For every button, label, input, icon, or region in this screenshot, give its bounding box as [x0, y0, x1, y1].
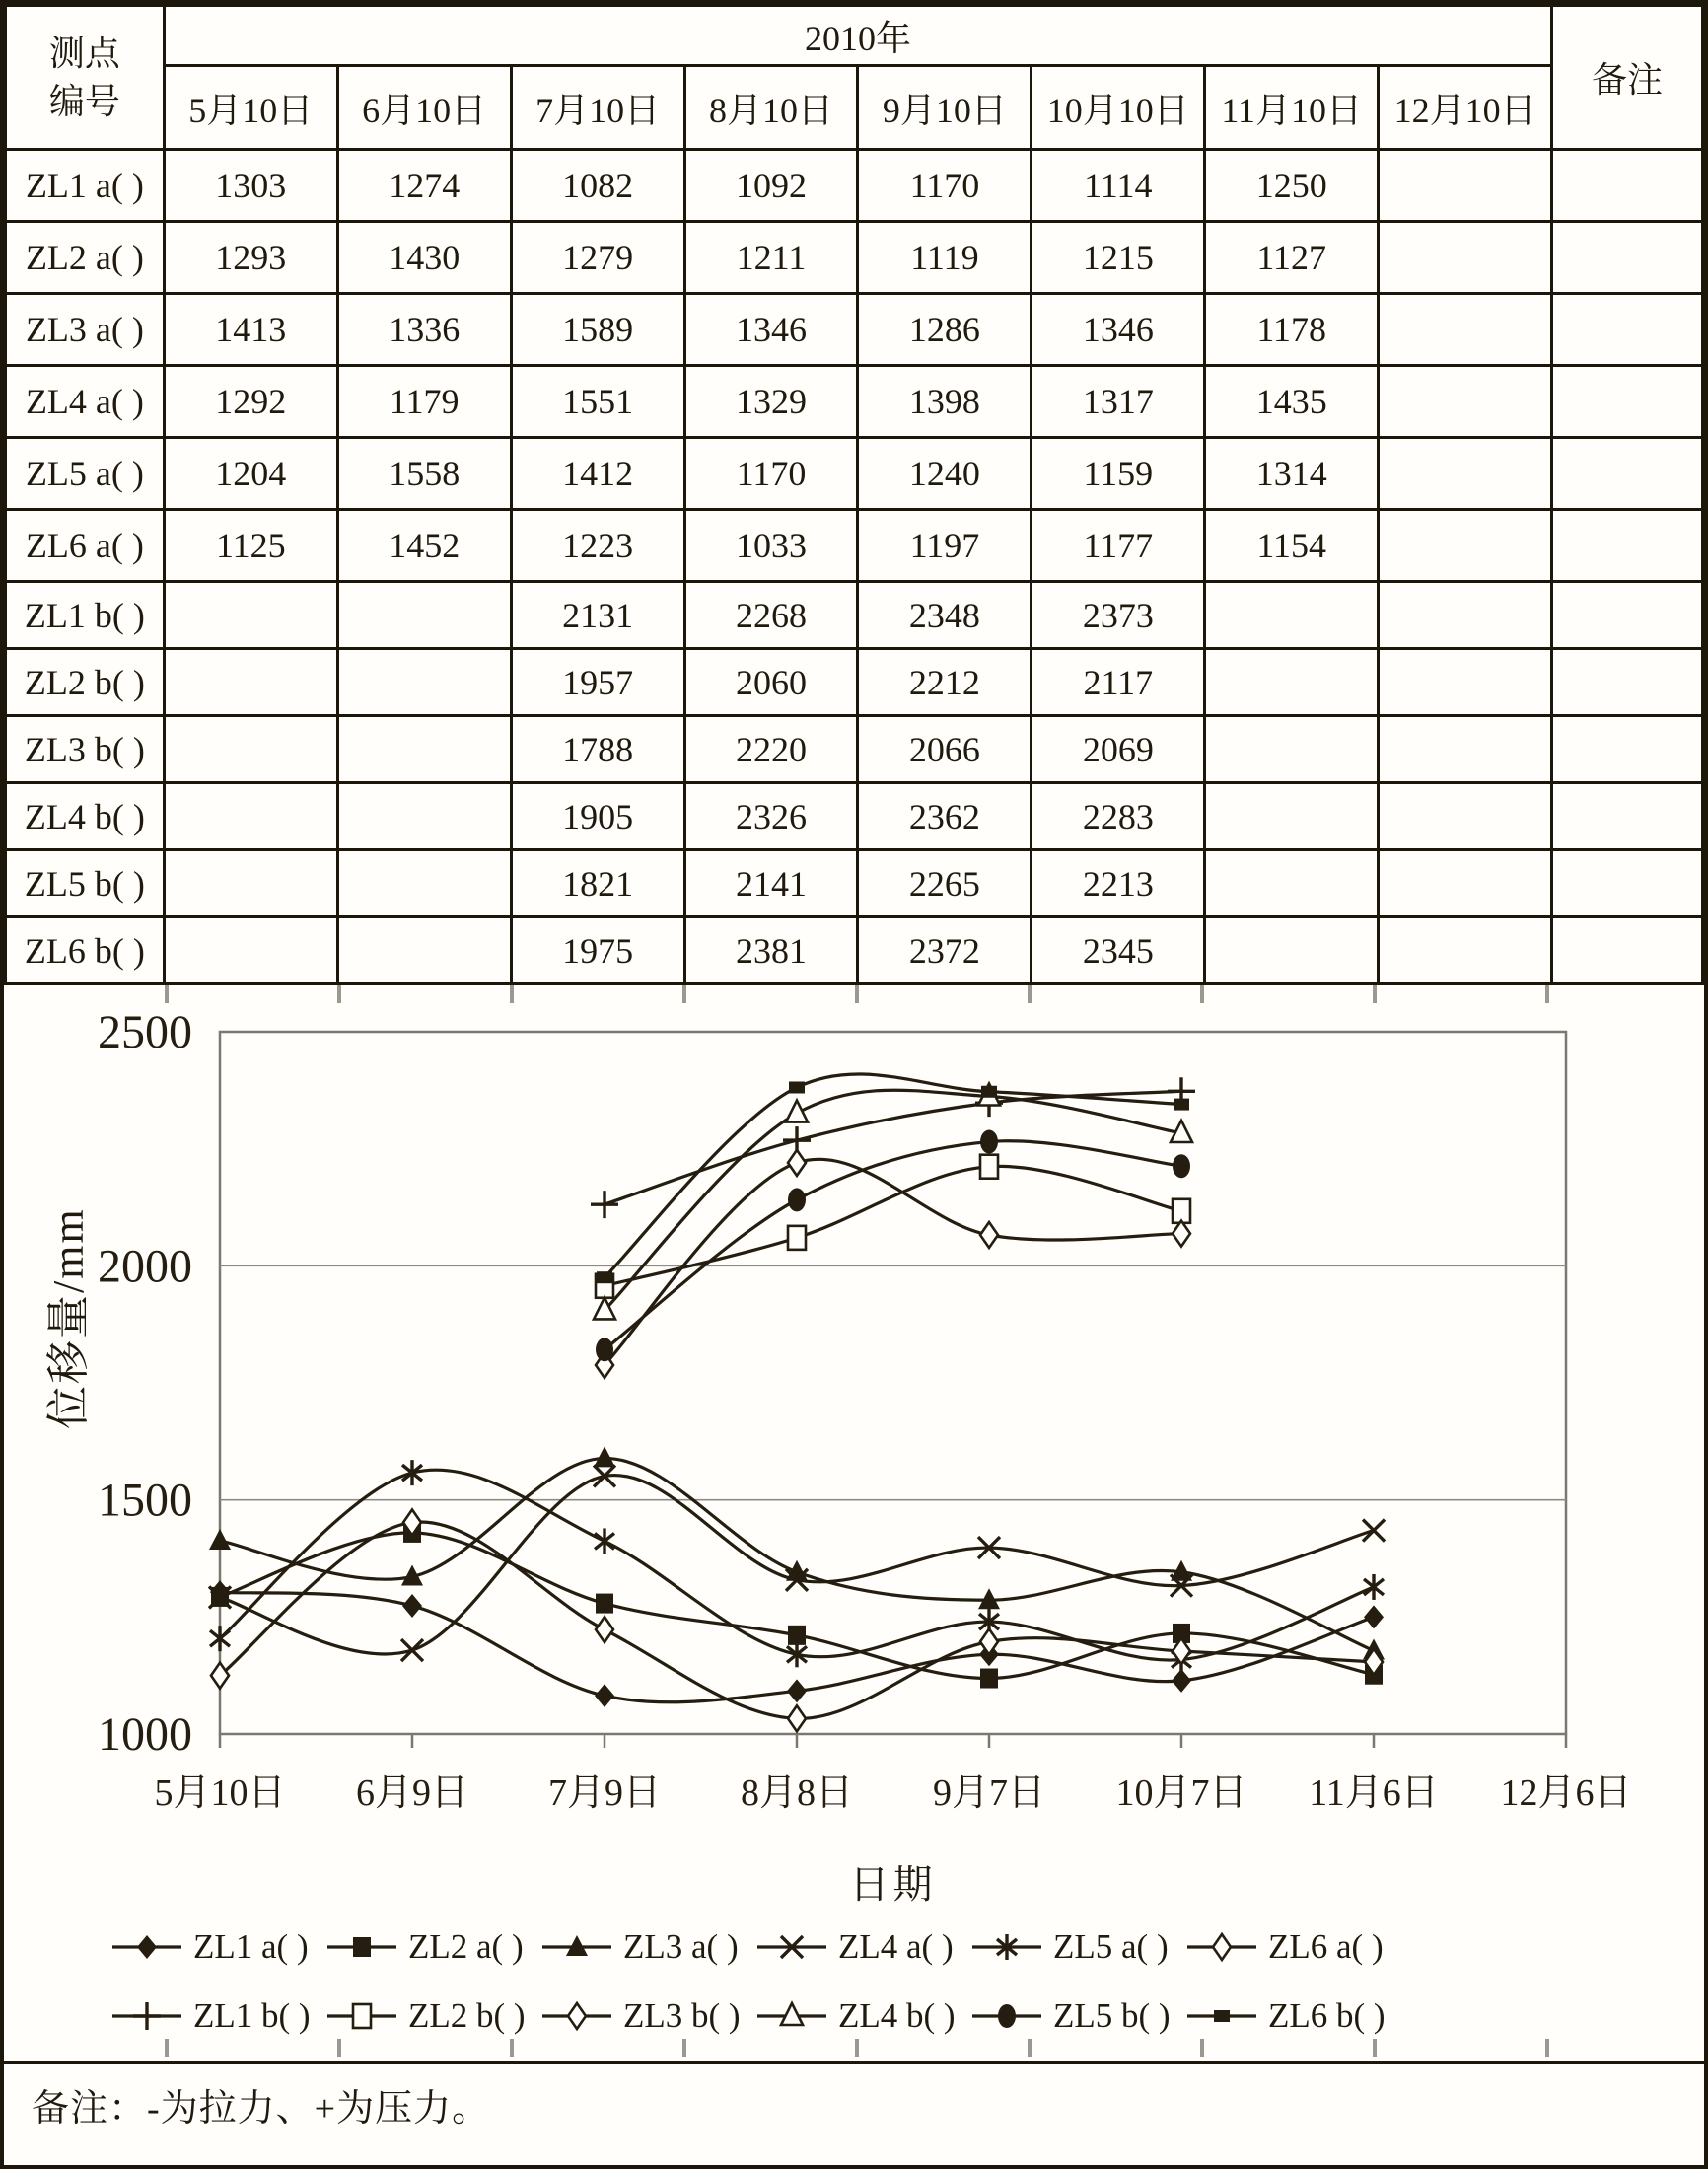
value-cell: [337, 582, 511, 649]
triangle-filled-marker: [209, 1529, 231, 1550]
point-id-cell: ZL2 b( ): [6, 649, 165, 716]
square-open-marker: [353, 2004, 371, 2028]
value-cell: 2268: [684, 582, 858, 649]
value-cell: 1215: [1032, 222, 1205, 294]
series-line-ZL3a(): [220, 1458, 1374, 1650]
value-cell: 1250: [1205, 150, 1379, 222]
value-cell: 1179: [337, 366, 511, 438]
column-boundary-tick: [165, 985, 169, 1003]
value-cell: 2220: [684, 716, 858, 783]
diamond-open-marker: [596, 1617, 613, 1642]
value-cell: [1205, 917, 1379, 984]
value-cell: [1379, 917, 1552, 984]
value-cell: [1379, 510, 1552, 582]
value-cell: 2326: [684, 783, 858, 850]
table-row: [6, 222, 1703, 294]
value-cell: 2069: [1032, 716, 1205, 783]
square-filled-marker: [596, 1594, 613, 1614]
diamond-filled-marker: [787, 1679, 807, 1702]
value-cell: [1205, 850, 1379, 917]
value-cell: 1346: [684, 294, 858, 366]
remark-cell: [1552, 917, 1703, 984]
circle-filled-marker: [998, 2004, 1016, 2028]
date-column-header: 6月10日: [337, 66, 511, 150]
remark-cell: [1552, 294, 1703, 366]
footnote-row: [4, 2064, 1704, 2144]
value-cell: 1177: [1032, 510, 1205, 582]
value-cell: 2373: [1032, 582, 1205, 649]
value-cell: 1178: [1205, 294, 1379, 366]
point-id-cell: ZL5 a( ): [6, 438, 165, 510]
value-cell: 2212: [858, 649, 1032, 716]
point-id-cell: ZL6 b( ): [6, 917, 165, 984]
value-cell: [1379, 716, 1552, 783]
value-cell: 1114: [1032, 150, 1205, 222]
plot-area-border: [220, 1032, 1566, 1734]
diamond-open-marker: [211, 1663, 229, 1689]
value-cell: 1119: [858, 222, 1032, 294]
table-row: [6, 716, 1703, 783]
legend-marker: [1185, 1931, 1258, 1963]
value-cell: 2060: [684, 649, 858, 716]
column-boundary-tick: [165, 2039, 169, 2057]
legend-item: [1185, 1927, 1400, 1967]
value-cell: 1279: [511, 222, 684, 294]
value-cell: 1314: [1205, 438, 1379, 510]
x-tick-label: 6月9日: [355, 1772, 469, 1814]
legend-label: ZL6 b( ): [1268, 1996, 1386, 2035]
dash-filled-marker: [981, 1086, 997, 1098]
value-cell: 1204: [164, 438, 337, 510]
dash-filled-marker: [597, 1271, 612, 1283]
column-boundary-tick: [682, 985, 686, 1003]
legend-marker: [970, 2000, 1043, 2032]
table-row: [6, 649, 1703, 716]
column-boundary-tick: [1200, 985, 1204, 1003]
legend-marker: [110, 1931, 183, 1963]
value-cell: 2213: [1032, 850, 1205, 917]
value-cell: 2265: [858, 850, 1032, 917]
legend-item: [540, 1927, 755, 1967]
legend-marker: [325, 2000, 398, 2032]
value-cell: [164, 716, 337, 783]
left-edge-tick-marks: [4, 1025, 34, 2055]
point-id-cell: ZL2 a( ): [6, 222, 165, 294]
dash-filled-marker: [1174, 1099, 1189, 1111]
value-cell: [164, 783, 337, 850]
circle-filled-marker: [1173, 1154, 1190, 1178]
legend-marker: [540, 2000, 613, 2032]
value-cell: [1379, 366, 1552, 438]
remark-cell: [1552, 783, 1703, 850]
value-cell: 1430: [337, 222, 511, 294]
square-open-marker: [980, 1155, 998, 1179]
value-cell: 1346: [1032, 294, 1205, 366]
value-cell: 1092: [684, 150, 858, 222]
value-cell: 1435: [1205, 366, 1379, 438]
table-row: [6, 294, 1703, 366]
value-cell: [164, 649, 337, 716]
value-cell: 2362: [858, 783, 1032, 850]
diamond-filled-marker: [137, 1935, 157, 1959]
circle-filled-marker: [788, 1188, 806, 1211]
date-column-header: 5月10日: [164, 66, 337, 150]
table-row: [6, 150, 1703, 222]
remark-cell: [1552, 438, 1703, 510]
y-tick-label: 1500: [98, 1474, 192, 1527]
legend-label: ZL1 b( ): [193, 1996, 311, 2035]
date-column-header: 10月10日: [1032, 66, 1205, 150]
diamond-open-marker: [568, 2003, 586, 2029]
x-tick-label: 11月6日: [1309, 1772, 1439, 1814]
value-cell: 1558: [337, 438, 511, 510]
legend-label: ZL6 a( ): [1268, 1927, 1384, 1966]
legend-label: ZL4 a( ): [838, 1927, 954, 1966]
value-cell: 1412: [511, 438, 684, 510]
series-line-ZL3b(): [605, 1159, 1181, 1365]
value-cell: 1125: [164, 510, 337, 582]
value-cell: 1240: [858, 438, 1032, 510]
point-id-cell: ZL6 a( ): [6, 510, 165, 582]
value-cell: 2131: [511, 582, 684, 649]
triangle-filled-marker: [594, 1446, 615, 1467]
value-cell: 1170: [684, 438, 858, 510]
remark-cell: [1552, 582, 1703, 649]
value-cell: [1379, 150, 1552, 222]
column-boundary-tick: [1545, 2039, 1549, 2057]
y-tick-label: 1000: [98, 1708, 192, 1761]
value-cell: 1957: [511, 649, 684, 716]
dash-filled-marker: [789, 1081, 805, 1093]
legend-item: [1185, 1996, 1400, 2036]
value-cell: 2381: [684, 917, 858, 984]
value-cell: 1170: [858, 150, 1032, 222]
date-column-header: 7月10日: [511, 66, 684, 150]
series-line-ZL2b(): [605, 1166, 1181, 1285]
legend-marker: [755, 2000, 828, 2032]
point-id-cell: ZL1 b( ): [6, 582, 165, 649]
measurement-table: [4, 4, 1704, 985]
y-tick-label: 2500: [98, 1006, 192, 1058]
value-cell: 2345: [1032, 917, 1205, 984]
legend-item: [110, 1996, 325, 2036]
legend-marker: [755, 1931, 828, 1963]
remark-cell: [1552, 222, 1703, 294]
value-cell: 1286: [858, 294, 1032, 366]
value-cell: [164, 850, 337, 917]
value-cell: 1788: [511, 716, 684, 783]
value-cell: [164, 582, 337, 649]
value-cell: [337, 850, 511, 917]
remark-cell: [1552, 366, 1703, 438]
remark-cell: [1552, 850, 1703, 917]
table-row: [6, 510, 1703, 582]
column-boundary-tick: [855, 2039, 859, 2057]
legend-label: ZL5 b( ): [1053, 1996, 1171, 2035]
legend-label: ZL1 a( ): [193, 1927, 309, 1966]
diamond-open-marker: [1213, 1934, 1231, 1960]
point-id-cell: ZL3 a( ): [6, 294, 165, 366]
series-line-ZL6b(): [605, 1074, 1181, 1277]
value-cell: 1223: [511, 510, 684, 582]
value-cell: 1154: [1205, 510, 1379, 582]
table-row: [6, 438, 1703, 510]
column-boundary-tick: [1545, 985, 1549, 1003]
value-cell: [1205, 649, 1379, 716]
legend-item: [540, 1996, 755, 2036]
legend-label: ZL5 a( ): [1053, 1927, 1169, 1966]
column-boundary-tick: [855, 985, 859, 1003]
value-cell: [1205, 716, 1379, 783]
value-cell: [1379, 294, 1552, 366]
column-boundary-tick: [1200, 2039, 1204, 2057]
legend-label: ZL4 b( ): [838, 1996, 956, 2035]
column-boundary-tick: [337, 985, 341, 1003]
value-cell: 1589: [511, 294, 684, 366]
value-cell: 1082: [511, 150, 684, 222]
value-cell: 1317: [1032, 366, 1205, 438]
value-cell: [164, 917, 337, 984]
dash-filled-marker: [1214, 2010, 1230, 2022]
triangle-open-marker: [781, 2003, 803, 2025]
table-row: [6, 783, 1703, 850]
legend-marker: [540, 1931, 613, 1963]
value-cell: 1211: [684, 222, 858, 294]
column-boundary-tick: [1373, 2039, 1377, 2057]
value-cell: 1905: [511, 783, 684, 850]
column-boundary-tick: [682, 2039, 686, 2057]
value-cell: 1336: [337, 294, 511, 366]
value-cell: [1379, 222, 1552, 294]
legend-item: [970, 1927, 1185, 1967]
legend-label: ZL2 a( ): [408, 1927, 524, 1966]
legend-label: ZL3 a( ): [623, 1927, 739, 1966]
x-tick-label: 10月7日: [1115, 1772, 1247, 1814]
value-cell: 1975: [511, 917, 684, 984]
date-column-header: 12月10日: [1379, 66, 1552, 150]
value-cell: 1821: [511, 850, 684, 917]
chart-legend-row-1: [110, 1924, 1684, 1970]
table-row: [6, 917, 1703, 984]
diamond-filled-marker: [402, 1594, 422, 1618]
value-cell: 1033: [684, 510, 858, 582]
x-tick-label: 7月9日: [547, 1772, 662, 1814]
value-cell: [1379, 783, 1552, 850]
diamond-open-marker: [788, 1150, 806, 1176]
square-filled-marker: [353, 1937, 371, 1957]
column-boundary-tick: [337, 2039, 341, 2057]
legend-marker: [110, 2000, 183, 2032]
table-row: [6, 850, 1703, 917]
value-cell: 1398: [858, 366, 1032, 438]
displacement-chart-section: [4, 985, 1704, 2064]
value-cell: 2348: [858, 582, 1032, 649]
value-cell: 1127: [1205, 222, 1379, 294]
diamond-filled-marker: [595, 1684, 614, 1707]
y-axis-title: 位移量/mm: [44, 1207, 93, 1429]
year-header: 2010年: [164, 6, 1551, 66]
value-cell: 2283: [1032, 783, 1205, 850]
value-cell: 1197: [858, 510, 1032, 582]
diamond-open-marker: [1173, 1221, 1190, 1247]
legend-item: [755, 1996, 970, 2036]
value-cell: 2372: [858, 917, 1032, 984]
footnote-text: 备注：-为拉力、+为压力。: [32, 2088, 491, 2130]
legend-item: [970, 1996, 1185, 2036]
value-cell: [1379, 850, 1552, 917]
right-edge-tick-marks: [1674, 1025, 1704, 2055]
diamond-open-marker: [980, 1222, 998, 1248]
point-id-cell: ZL4 b( ): [6, 783, 165, 850]
legend-marker: [325, 1931, 398, 1963]
remark-cell: [1552, 510, 1703, 582]
value-cell: 1303: [164, 150, 337, 222]
column-boundary-tick: [510, 2039, 514, 2057]
date-column-header: 11月10日: [1205, 66, 1379, 150]
date-column-header: 9月10日: [858, 66, 1032, 150]
diamond-open-marker: [788, 1705, 806, 1731]
table-row: [6, 366, 1703, 438]
value-cell: [1379, 582, 1552, 649]
value-cell: 1413: [164, 294, 337, 366]
legend-label: ZL2 b( ): [408, 1996, 526, 2035]
value-cell: 1452: [337, 510, 511, 582]
remark-cell: [1552, 649, 1703, 716]
remark-header: 备注: [1552, 6, 1703, 150]
value-cell: 1329: [684, 366, 858, 438]
value-cell: [1379, 438, 1552, 510]
value-cell: [1205, 783, 1379, 850]
legend-marker: [1185, 2000, 1258, 2032]
chart-legend-row-2: [110, 1993, 1684, 2039]
remark-cell: [1552, 150, 1703, 222]
point-id-cell: ZL4 a( ): [6, 366, 165, 438]
value-cell: [1379, 649, 1552, 716]
value-cell: [1205, 582, 1379, 649]
corner-header: 测点 编号: [6, 6, 165, 150]
value-cell: [337, 783, 511, 850]
point-id-cell: ZL3 b( ): [6, 716, 165, 783]
legend-item: [110, 1927, 325, 1967]
column-boundary-tick: [1028, 2039, 1032, 2057]
x-tick-label: 8月8日: [740, 1772, 854, 1814]
column-boundary-tick: [1373, 985, 1377, 1003]
series-line-ZL5b(): [605, 1141, 1181, 1350]
y-tick-label: 2000: [98, 1240, 192, 1293]
value-cell: [337, 716, 511, 783]
date-column-header: 8月10日: [684, 66, 858, 150]
circle-filled-marker: [980, 1130, 998, 1154]
square-open-marker: [788, 1226, 806, 1250]
value-cell: 2141: [684, 850, 858, 917]
value-cell: [337, 917, 511, 984]
legend-item: [755, 1927, 970, 1967]
value-cell: 1293: [164, 222, 337, 294]
x-tick-label: 9月7日: [932, 1772, 1046, 1814]
value-cell: 1274: [337, 150, 511, 222]
value-cell: 2117: [1032, 649, 1205, 716]
value-cell: 1159: [1032, 438, 1205, 510]
triangle-open-marker: [786, 1101, 808, 1122]
column-boundary-tick: [510, 985, 514, 1003]
column-boundary-tick: [1028, 985, 1032, 1003]
x-tick-label: 12月6日: [1500, 1772, 1632, 1814]
value-cell: 2066: [858, 716, 1032, 783]
remark-cell: [1552, 716, 1703, 783]
diamond-filled-marker: [1364, 1605, 1384, 1628]
point-id-cell: ZL5 b( ): [6, 850, 165, 917]
legend-item: [325, 1927, 540, 1967]
value-cell: 1551: [511, 366, 684, 438]
circle-filled-marker: [596, 1338, 613, 1361]
x-tick-label: 5月10日: [154, 1772, 286, 1814]
legend-label: ZL3 b( ): [623, 1996, 741, 2035]
value-cell: [337, 649, 511, 716]
x-axis-title: 日期: [849, 1862, 937, 1907]
value-cell: 1292: [164, 366, 337, 438]
square-filled-marker: [980, 1669, 998, 1689]
legend-marker: [970, 1931, 1043, 1963]
point-id-cell: ZL1 a( ): [6, 150, 165, 222]
legend-item: [325, 1996, 540, 2036]
table-row: [6, 582, 1703, 649]
